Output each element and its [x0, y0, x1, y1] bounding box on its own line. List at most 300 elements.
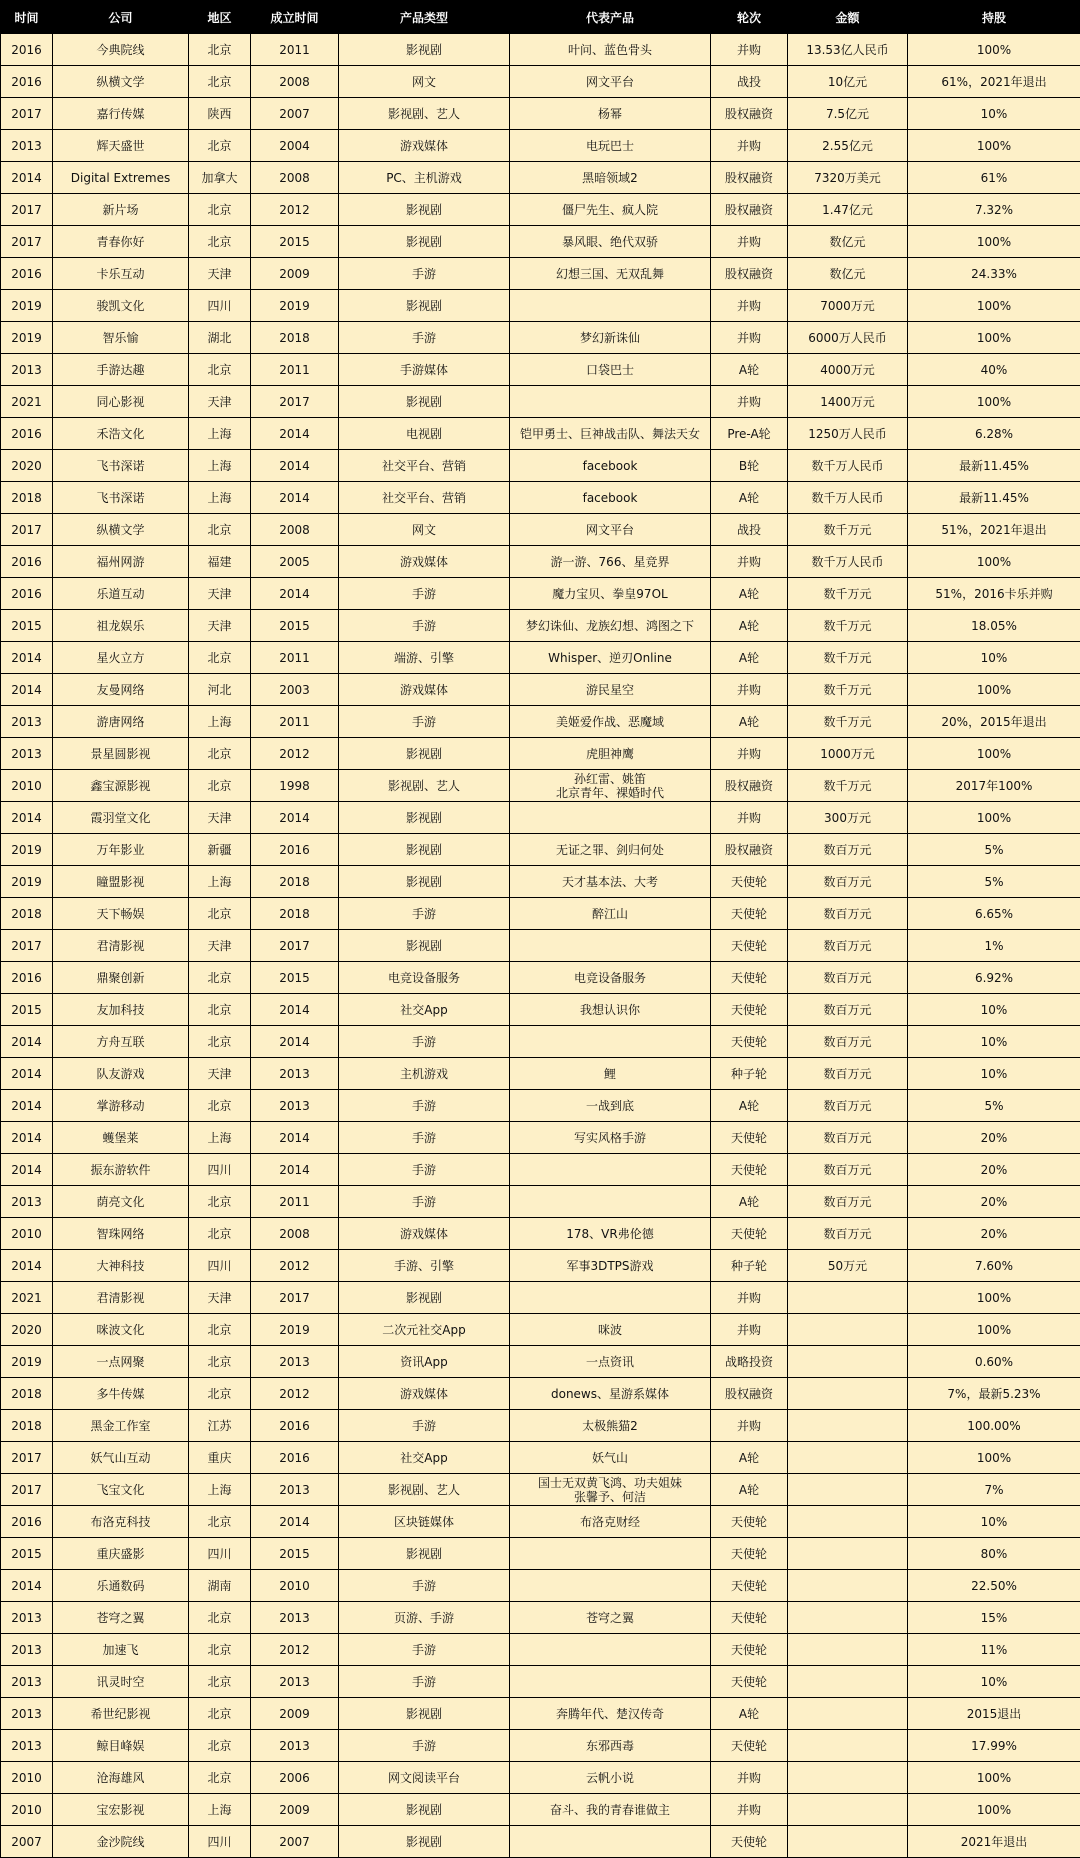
cell-company: 君清影视 [53, 1282, 189, 1314]
cell-round: 股权融资 [711, 258, 788, 290]
cell-time: 2016 [1, 962, 53, 994]
cell-founded: 2012 [251, 1634, 339, 1666]
cell-round: 并购 [711, 34, 788, 66]
cell-founded: 2013 [251, 1730, 339, 1762]
cell-region: 北京 [189, 1698, 251, 1730]
cell-product-type: 手游 [339, 1186, 510, 1218]
cell-representative-product: 奋斗、我的青春谁做主 [510, 1794, 711, 1826]
cell-product-type: 影视剧 [339, 386, 510, 418]
cell-founded: 2015 [251, 226, 339, 258]
cell-time: 2016 [1, 418, 53, 450]
cell-representative-product: 一点资讯 [510, 1346, 711, 1378]
table-row [1, 482, 1080, 514]
cell-round: 股权融资 [711, 770, 788, 802]
table-row [1, 98, 1080, 130]
cell-product-type: 端游、引擎 [339, 642, 510, 674]
cell-stake: 100% [908, 546, 1080, 578]
cell-amount: 数百万元 [788, 1218, 908, 1250]
cell-region: 四川 [189, 1154, 251, 1186]
cell-round: 股权融资 [711, 162, 788, 194]
cell-stake: 100% [908, 1282, 1080, 1314]
table-row [1, 1666, 1080, 1698]
cell-amount: 数百万元 [788, 930, 908, 962]
cell-time: 2010 [1, 1762, 53, 1794]
cell-stake: 7%，最新5.23% [908, 1378, 1080, 1410]
cell-founded: 2008 [251, 66, 339, 98]
cell-stake: 10% [908, 1058, 1080, 1090]
cell-region: 四川 [189, 1826, 251, 1858]
table-row [1, 1826, 1080, 1858]
cell-amount: 数千万元 [788, 578, 908, 610]
cell-founded: 2014 [251, 994, 339, 1026]
cell-product-type: 手游 [339, 1122, 510, 1154]
cell-round: A轮 [711, 1186, 788, 1218]
cell-region: 北京 [189, 770, 251, 802]
cell-round: 并购 [711, 1410, 788, 1442]
cell-round: 天使轮 [711, 866, 788, 898]
cell-founded: 2014 [251, 450, 339, 482]
table-row [1, 1186, 1080, 1218]
cell-amount: 50万元 [788, 1250, 908, 1282]
cell-region: 北京 [189, 514, 251, 546]
cell-product-type: 影视剧 [339, 290, 510, 322]
cell-stake: 7% [908, 1474, 1080, 1506]
cell-stake: 40% [908, 354, 1080, 386]
cell-round: 天使轮 [711, 898, 788, 930]
table-row [1, 1378, 1080, 1410]
cell-product-type: 影视剧 [339, 1698, 510, 1730]
table-row [1, 1090, 1080, 1122]
table-row [1, 162, 1080, 194]
cell-time: 2020 [1, 1314, 53, 1346]
table-row [1, 706, 1080, 738]
cell-region: 上海 [189, 418, 251, 450]
cell-time: 2019 [1, 834, 53, 866]
cell-round: 天使轮 [711, 1122, 788, 1154]
table-row [1, 578, 1080, 610]
cell-region: 北京 [189, 1346, 251, 1378]
cell-amount: 数百万元 [788, 1090, 908, 1122]
cell-region: 天津 [189, 1058, 251, 1090]
cell-time: 2016 [1, 1506, 53, 1538]
cell-amount: 7000万元 [788, 290, 908, 322]
cell-round: 并购 [711, 226, 788, 258]
cell-company: 禾浩文化 [53, 418, 189, 450]
cell-stake: 100% [908, 290, 1080, 322]
cell-amount: 数亿元 [788, 226, 908, 258]
cell-round: A轮 [711, 706, 788, 738]
cell-representative-product: 醉江山 [510, 898, 711, 930]
cell-stake: 10% [908, 1666, 1080, 1698]
cell-company: 乐道互动 [53, 578, 189, 610]
table-body [1, 34, 1080, 1858]
cell-founded: 2011 [251, 354, 339, 386]
cell-product-type: 二次元社交App [339, 1314, 510, 1346]
cell-company: 同心影视 [53, 386, 189, 418]
cell-region: 北京 [189, 34, 251, 66]
cell-stake: 10% [908, 994, 1080, 1026]
cell-region: 天津 [189, 930, 251, 962]
cell-company: 瞳盟影视 [53, 866, 189, 898]
cell-amount: 1250万人民币 [788, 418, 908, 450]
cell-time: 2010 [1, 1218, 53, 1250]
cell-company: 方舟互联 [53, 1026, 189, 1058]
cell-product-type: 手游 [339, 1570, 510, 1602]
table-row [1, 674, 1080, 706]
cell-product-type: 社交平台、营销 [339, 482, 510, 514]
cell-product-type: PC、主机游戏 [339, 162, 510, 194]
cell-region: 北京 [189, 1602, 251, 1634]
cell-round: A轮 [711, 354, 788, 386]
cell-round: 天使轮 [711, 1154, 788, 1186]
cell-region: 北京 [189, 1666, 251, 1698]
cell-product-type: 影视剧、艺人 [339, 1474, 510, 1506]
cell-amount: 1400万元 [788, 386, 908, 418]
cell-round: 并购 [711, 1282, 788, 1314]
header-row [1, 1, 1080, 34]
cell-region: 北京 [189, 1186, 251, 1218]
cell-founded: 2009 [251, 1794, 339, 1826]
cell-product-type: 影视剧 [339, 1538, 510, 1570]
column-header-stake: 持股 [908, 1, 1080, 34]
cell-product-type: 影视剧 [339, 194, 510, 226]
cell-founded: 2013 [251, 1602, 339, 1634]
cell-company: 加速飞 [53, 1634, 189, 1666]
cell-company: 大神科技 [53, 1250, 189, 1282]
cell-company: 天下畅娱 [53, 898, 189, 930]
cell-representative-product: Whisper、逆刃Online [510, 642, 711, 674]
table-row [1, 1154, 1080, 1186]
cell-product-type: 网文 [339, 514, 510, 546]
cell-product-type: 影视剧、艺人 [339, 98, 510, 130]
cell-time: 2018 [1, 898, 53, 930]
cell-amount: 300万元 [788, 802, 908, 834]
cell-round: 天使轮 [711, 1602, 788, 1634]
cell-representative-product [510, 1666, 711, 1698]
cell-amount: 数亿元 [788, 258, 908, 290]
cell-round: A轮 [711, 578, 788, 610]
cell-round: 天使轮 [711, 1826, 788, 1858]
cell-stake: 5% [908, 866, 1080, 898]
cell-amount: 数千万元 [788, 706, 908, 738]
cell-stake: 100% [908, 1442, 1080, 1474]
cell-amount: 数千万元 [788, 514, 908, 546]
cell-representative-product: 写实风格手游 [510, 1122, 711, 1154]
cell-amount: 数百万元 [788, 1154, 908, 1186]
cell-founded: 2018 [251, 322, 339, 354]
cell-representative-product: 奔腾年代、楚汉传奇 [510, 1698, 711, 1730]
table-row [1, 1538, 1080, 1570]
cell-representative-product: 杨幂 [510, 98, 711, 130]
cell-round: 并购 [711, 546, 788, 578]
cell-product-type: 资讯App [339, 1346, 510, 1378]
cell-founded: 2013 [251, 1346, 339, 1378]
cell-founded: 2012 [251, 1250, 339, 1282]
cell-time: 2014 [1, 1090, 53, 1122]
cell-product-type: 手游 [339, 1090, 510, 1122]
table-row [1, 1506, 1080, 1538]
cell-representative-product: 咪波 [510, 1314, 711, 1346]
table-row [1, 1794, 1080, 1826]
cell-amount: 10亿元 [788, 66, 908, 98]
cell-founded: 2018 [251, 866, 339, 898]
cell-stake: 100% [908, 322, 1080, 354]
cell-founded: 2013 [251, 1666, 339, 1698]
cell-company: 友加科技 [53, 994, 189, 1026]
cell-time: 2019 [1, 322, 53, 354]
cell-representative-product: 军事3DTPS游戏 [510, 1250, 711, 1282]
cell-product-type: 影视剧 [339, 1794, 510, 1826]
cell-stake: 6.28% [908, 418, 1080, 450]
table-row [1, 546, 1080, 578]
cell-amount [788, 1442, 908, 1474]
cell-representative-product: donews、星游系媒体 [510, 1378, 711, 1410]
cell-representative-product: 口袋巴士 [510, 354, 711, 386]
cell-amount: 数千万人民币 [788, 546, 908, 578]
cell-round: 股权融资 [711, 834, 788, 866]
cell-time: 2013 [1, 1730, 53, 1762]
cell-product-type: 手游 [339, 610, 510, 642]
cell-stake: 100% [908, 802, 1080, 834]
cell-region: 上海 [189, 706, 251, 738]
cell-region: 四川 [189, 1538, 251, 1570]
cell-product-type: 游戏媒体 [339, 546, 510, 578]
cell-company: 苍穹之翼 [53, 1602, 189, 1634]
cell-stake: 最新11.45% [908, 482, 1080, 514]
cell-region: 陕西 [189, 98, 251, 130]
cell-representative-product [510, 802, 711, 834]
cell-founded: 2015 [251, 1538, 339, 1570]
cell-founded: 2004 [251, 130, 339, 162]
cell-round: A轮 [711, 1474, 788, 1506]
cell-region: 上海 [189, 482, 251, 514]
cell-time: 2013 [1, 130, 53, 162]
cell-stake: 100% [908, 1794, 1080, 1826]
table-row [1, 1122, 1080, 1154]
cell-time: 2014 [1, 674, 53, 706]
cell-stake: 100% [908, 226, 1080, 258]
cell-stake: 100% [908, 738, 1080, 770]
cell-time: 2013 [1, 1186, 53, 1218]
cell-representative-product [510, 386, 711, 418]
cell-founded: 2017 [251, 386, 339, 418]
cell-time: 2017 [1, 514, 53, 546]
table-row [1, 930, 1080, 962]
cell-region: 上海 [189, 1794, 251, 1826]
cell-amount: 1000万元 [788, 738, 908, 770]
cell-company: 黑金工作室 [53, 1410, 189, 1442]
cell-product-type: 手游 [339, 1154, 510, 1186]
cell-stake: 20% [908, 1186, 1080, 1218]
cell-product-type: 手游 [339, 706, 510, 738]
cell-round: 并购 [711, 130, 788, 162]
cell-stake: 51%，2021年退出 [908, 514, 1080, 546]
cell-representative-product: 云帆小说 [510, 1762, 711, 1794]
table-row [1, 34, 1080, 66]
cell-product-type: 影视剧 [339, 834, 510, 866]
cell-amount [788, 1314, 908, 1346]
cell-company: 希世纪影视 [53, 1698, 189, 1730]
table-row [1, 1762, 1080, 1794]
cell-region: 北京 [189, 1218, 251, 1250]
cell-round: 种子轮 [711, 1058, 788, 1090]
cell-representative-product: 鲤 [510, 1058, 711, 1090]
cell-representative-product: 孙红雷、姚笛 北京青年、裸婚时代 [510, 770, 711, 802]
cell-founded: 2009 [251, 258, 339, 290]
cell-stake: 7.32% [908, 194, 1080, 226]
cell-representative-product [510, 1826, 711, 1858]
cell-stake: 7.60% [908, 1250, 1080, 1282]
cell-company: 咪波文化 [53, 1314, 189, 1346]
cell-round: A轮 [711, 642, 788, 674]
cell-representative-product: 东邪西毒 [510, 1730, 711, 1762]
cell-amount: 数百万元 [788, 1122, 908, 1154]
cell-representative-product: 网文平台 [510, 514, 711, 546]
cell-time: 2014 [1, 1122, 53, 1154]
cell-representative-product: 美姬爱作战、恶魔域 [510, 706, 711, 738]
cell-round: 种子轮 [711, 1250, 788, 1282]
cell-representative-product: 游民星空 [510, 674, 711, 706]
cell-time: 2013 [1, 706, 53, 738]
cell-amount [788, 1666, 908, 1698]
cell-company: 宝宏影视 [53, 1794, 189, 1826]
cell-company: 景星圆影视 [53, 738, 189, 770]
cell-founded: 2017 [251, 1282, 339, 1314]
cell-product-type: 手游 [339, 578, 510, 610]
cell-round: 并购 [711, 1314, 788, 1346]
cell-product-type: 影视剧、艺人 [339, 770, 510, 802]
cell-region: 上海 [189, 866, 251, 898]
cell-round: A轮 [711, 1442, 788, 1474]
cell-product-type: 手游 [339, 322, 510, 354]
cell-stake: 100% [908, 34, 1080, 66]
cell-company: 智珠网络 [53, 1218, 189, 1250]
cell-company: 掌游移动 [53, 1090, 189, 1122]
cell-product-type: 电竞设备服务 [339, 962, 510, 994]
cell-product-type: 游戏媒体 [339, 674, 510, 706]
cell-product-type: 手游媒体 [339, 354, 510, 386]
cell-time: 2015 [1, 1538, 53, 1570]
cell-region: 上海 [189, 1474, 251, 1506]
cell-representative-product: 太极熊猫2 [510, 1410, 711, 1442]
cell-round: 并购 [711, 322, 788, 354]
cell-time: 2015 [1, 610, 53, 642]
table-row [1, 322, 1080, 354]
cell-round: 并购 [711, 290, 788, 322]
cell-amount: 数千万元 [788, 770, 908, 802]
cell-region: 河北 [189, 674, 251, 706]
column-header-product-type: 产品类型 [339, 1, 510, 34]
cell-time: 2017 [1, 194, 53, 226]
cell-time: 2014 [1, 162, 53, 194]
cell-product-type: 主机游戏 [339, 1058, 510, 1090]
cell-product-type: 网文 [339, 66, 510, 98]
cell-product-type: 电视剧 [339, 418, 510, 450]
cell-time: 2007 [1, 1826, 53, 1858]
cell-founded: 1998 [251, 770, 339, 802]
cell-founded: 2011 [251, 642, 339, 674]
cell-founded: 2008 [251, 1218, 339, 1250]
cell-product-type: 手游 [339, 258, 510, 290]
cell-founded: 2014 [251, 1154, 339, 1186]
cell-product-type: 游戏媒体 [339, 1218, 510, 1250]
cell-representative-product: 虎胆神鹰 [510, 738, 711, 770]
cell-round: 天使轮 [711, 1666, 788, 1698]
cell-region: 北京 [189, 642, 251, 674]
cell-product-type: 手游 [339, 1730, 510, 1762]
table-row [1, 962, 1080, 994]
table-row [1, 994, 1080, 1026]
cell-region: 北京 [189, 226, 251, 258]
cell-time: 2016 [1, 546, 53, 578]
cell-company: 布洛克科技 [53, 1506, 189, 1538]
cell-round: 股权融资 [711, 1378, 788, 1410]
cell-time: 2013 [1, 354, 53, 386]
cell-stake: 61% [908, 162, 1080, 194]
cell-amount [788, 1538, 908, 1570]
cell-founded: 2009 [251, 1698, 339, 1730]
cell-region: 天津 [189, 610, 251, 642]
cell-representative-product [510, 1538, 711, 1570]
cell-product-type: 页游、手游 [339, 1602, 510, 1634]
cell-company: 辉天盛世 [53, 130, 189, 162]
cell-stake: 24.33% [908, 258, 1080, 290]
table-row [1, 738, 1080, 770]
cell-product-type: 手游 [339, 1634, 510, 1666]
cell-representative-product [510, 1026, 711, 1058]
cell-round: A轮 [711, 1698, 788, 1730]
cell-round: 战投 [711, 514, 788, 546]
cell-representative-product: 铠甲勇士、巨神战击队、舞法天女 [510, 418, 711, 450]
cell-round: 并购 [711, 738, 788, 770]
cell-founded: 2008 [251, 514, 339, 546]
table-row [1, 642, 1080, 674]
cell-product-type: 网文阅读平台 [339, 1762, 510, 1794]
cell-time: 2018 [1, 1410, 53, 1442]
cell-stake: 51%，2016卡乐并购 [908, 578, 1080, 610]
cell-amount [788, 1474, 908, 1506]
cell-time: 2014 [1, 1250, 53, 1282]
table-row [1, 514, 1080, 546]
cell-stake: 6.92% [908, 962, 1080, 994]
cell-founded: 2016 [251, 834, 339, 866]
table-row [1, 130, 1080, 162]
cell-representative-product: 苍穹之翼 [510, 1602, 711, 1634]
cell-representative-product: 魔力宝贝、拳皇97OL [510, 578, 711, 610]
cell-region: 天津 [189, 258, 251, 290]
cell-founded: 2012 [251, 1378, 339, 1410]
cell-company: 振东游软件 [53, 1154, 189, 1186]
cell-founded: 2013 [251, 1474, 339, 1506]
cell-time: 2017 [1, 98, 53, 130]
cell-amount [788, 1762, 908, 1794]
cell-round: 并购 [711, 1794, 788, 1826]
cell-founded: 2005 [251, 546, 339, 578]
cell-founded: 2014 [251, 802, 339, 834]
cell-founded: 2008 [251, 162, 339, 194]
cell-company: 沧海雄风 [53, 1762, 189, 1794]
cell-region: 天津 [189, 386, 251, 418]
cell-stake: 80% [908, 1538, 1080, 1570]
cell-stake: 18.05% [908, 610, 1080, 642]
cell-round: 天使轮 [711, 1026, 788, 1058]
cell-company: 鼎聚创新 [53, 962, 189, 994]
cell-stake: 1% [908, 930, 1080, 962]
cell-product-type: 社交App [339, 994, 510, 1026]
cell-round: 天使轮 [711, 994, 788, 1026]
cell-region: 天津 [189, 802, 251, 834]
cell-founded: 2014 [251, 1506, 339, 1538]
